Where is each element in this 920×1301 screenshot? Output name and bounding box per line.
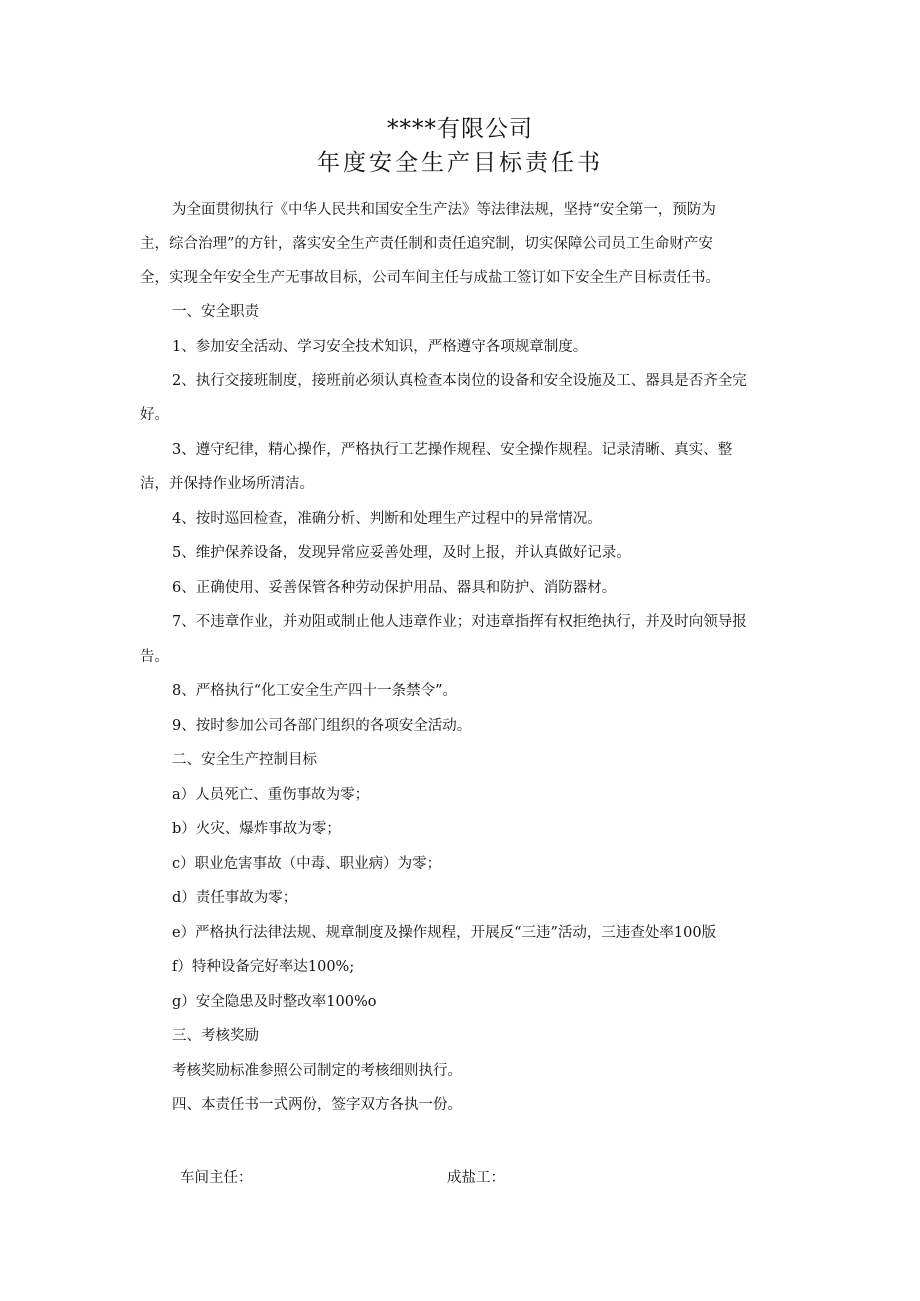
target-item: e）严格执行法律法规、规章制度及操作规程，开展反“三违”活动，三违查处率100版 — [172, 925, 717, 941]
company-name: ****有限公司 — [387, 116, 533, 142]
rewards-text: 考核奖励标准参照公司制定的考核细则执行。 — [172, 1063, 462, 1079]
duty-item: 4、按时巡回检查，准确分析、判断和处理生产过程中的异常情况。 — [172, 511, 602, 527]
duty-item: 3、遵守纪律，精心操作，严格执行工艺操作规程、安全操作规程。记录清晰、真实、整 — [172, 442, 733, 458]
duty-item: 5、维护保养设备，发现异常应妥善处理，及时上报，并认真做好记录。 — [172, 545, 631, 561]
duty-item: 1、参加安全活动、学习安全技术知识，严格遵守各项规章制度。 — [172, 339, 588, 355]
signature-workshop-director: 车间主任： — [180, 1170, 253, 1186]
section-heading-copies: 四、本责任书一式两份，签字双方各执一份。 — [172, 1097, 462, 1113]
intro-line: 为全面贯彻执行《中华人民共和国安全生产法》等法律法规，坚持“安全第一，预防为 — [172, 202, 716, 218]
section-heading-targets: 二、安全生产控制目标 — [172, 752, 317, 768]
intro-line: 主，综合治理”的方针，落实安全生产责任制和责任追究制，切实保障公司员工生命财产安 — [140, 236, 713, 252]
section-heading-duties: 一、安全职责 — [172, 304, 259, 320]
section-heading-rewards: 三、考核奖励 — [172, 1028, 259, 1044]
intro-paragraph — [140, 193, 780, 295]
intro-line: 全，实现全年安全生产无事故目标，公司车间主任与成盐工签订如下安全生产目标责任书。 — [140, 270, 720, 286]
duty-item: 7、不违章作业，并劝阻或制止他人违章作业；对违章指挥有权拒绝执行，并及时向领导报 — [172, 614, 747, 630]
target-item: f）特种设备完好率达100%; — [172, 959, 355, 975]
signature-salt-worker: 成盐工： — [447, 1170, 505, 1186]
duty-item-continued: 好。 — [140, 407, 169, 423]
duty-item-continued: 告。 — [140, 649, 169, 665]
duty-item-continued: 洁，并保持作业场所清洁。 — [140, 476, 314, 492]
target-item: d）责任事故为零； — [172, 890, 298, 906]
target-item: c）职业危害事故（中毒、职业病）为零； — [172, 856, 442, 872]
target-item: a）人员死亡、重伤事故为零； — [172, 787, 370, 803]
target-item: g）安全隐患及时整改率100%o — [172, 994, 377, 1010]
target-item: b）火灾、爆炸事故为零； — [172, 821, 341, 837]
document-title: 年度安全生产目标责任书 — [317, 150, 603, 176]
duty-item: 9、按时参加公司各部门组织的各项安全活动。 — [172, 718, 472, 734]
duty-item: 2、执行交接班制度，接班前必须认真检查本岗位的设备和安全设施及工、器具是否齐全完 — [172, 373, 747, 389]
duty-item: 6、正确使用、妥善保管各种劳动保护用品、器具和防护、消防器材。 — [172, 580, 617, 596]
duty-item: 8、严格执行“化工安全生产四十一条禁令”。 — [172, 683, 458, 699]
